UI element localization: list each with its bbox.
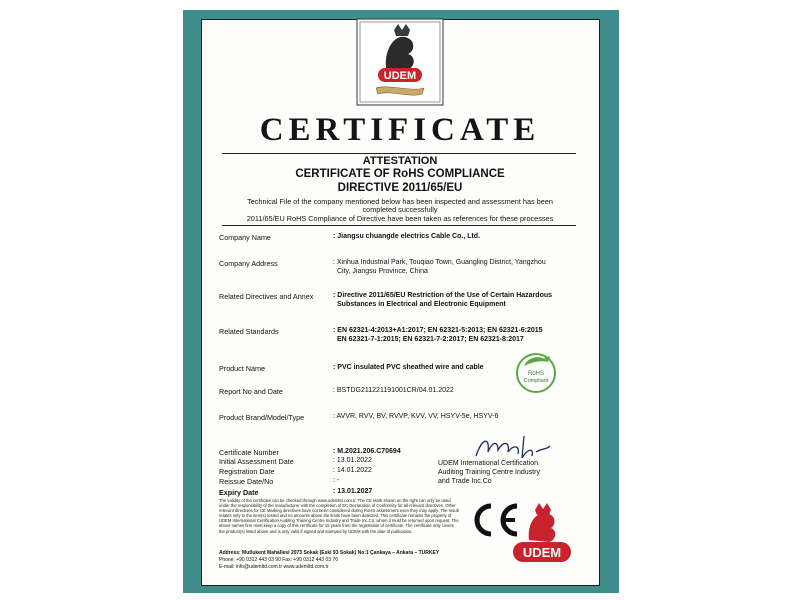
issuer-line-2: Auditing Training Centre Industry	[438, 469, 540, 476]
standards-label: Related Standards	[219, 327, 279, 336]
intro-line-3: 2011/65/EU RoHS Compliance of Directive have been taken as references for these processes	[246, 214, 554, 223]
company-address-label: Company Address	[219, 259, 278, 268]
footer-email: E-mail: info@udemltd.com.tr www.udemltd.com.tr	[219, 564, 329, 570]
logo-top-text: UDEM	[383, 70, 417, 82]
issuer-block	[438, 459, 578, 486]
report-no-value: : BSTDG211221191001CR/04.01.2022	[333, 387, 454, 394]
intro-rule	[222, 225, 576, 226]
company-name-label: Company Name	[219, 233, 271, 242]
rohs-compliance-heading: CERTIFICATE OF RoHS COMPLIANCE	[295, 168, 505, 180]
fine-print: The validity of the certificate can be checked through www.udemltd.com.tr. The CE Mark shown on the right can only be used under the responsibility of the manufacturer with the completion of EC Declaration of Conformity for all relevant directives. Other relevant directives for CE Marking directives have not been considered during RoHS assessment even they may apply. The result relates only to the item(s) tested and no amounts above the limits have been detected. This certificate remains the property of UDEM International Certification Auditing Training Centre Industry and Trade Inc.Co, whom it must be returned upon request. The above names firm must keep a copy of this certificate for 15 years from the registration of certificate. The certificate only covers the product(s) listed above and is only valid if signed and stamped by UDEM with the date of publication.	[219, 498, 459, 534]
product-brand-value: : AVVR, RVV, BV, RVVP, KVV, VV, HSYV-5e, HSYV-6	[333, 413, 499, 420]
rohs-compliant-badge	[510, 350, 562, 395]
expiry-value: : 13.01.2027	[333, 488, 373, 495]
initial-assessment-label: Initial Assessment Date	[219, 457, 294, 466]
report-no-label: Report No and Date	[219, 387, 283, 396]
product-name-value: : PVC insulated PVC sheathed wire and cable	[333, 364, 484, 371]
intro-line-2: completed successfully	[362, 205, 438, 214]
company-name-value: : Jiangsu chuangde electrics Cable Co., Ltd.	[333, 233, 481, 240]
cert-number-value: : M.2021.206.C70694	[333, 448, 401, 455]
intro-line-1: Technical File of the company mentioned below has been inspected and assessment has been	[247, 197, 553, 206]
registration-value: : 14.01.2022	[333, 467, 372, 474]
attestation-heading: ATTESTATION	[362, 155, 438, 167]
reissue-value: : -	[333, 477, 340, 484]
product-brand-label: Product Brand/Model/Type	[219, 413, 305, 422]
initial-assessment-value: : 13.01.2022	[333, 457, 372, 464]
issuer-line-3: and Trade Inc.Co	[438, 478, 492, 485]
rohs-badge-text-1: RoHS	[527, 371, 545, 377]
certificate-title: CERTIFICATE	[259, 112, 541, 148]
logo-bottom-text: UDEM	[522, 545, 562, 560]
product-name-label: Product Name	[219, 364, 265, 373]
udem-logo-bottom	[507, 500, 577, 572]
footer-phone: Phone: +90 0312 443 03 90 Fax: +90 0312 443 03 76	[219, 557, 338, 563]
standards-value-1: : EN 62321-4:2013+A1:2017; EN 62321-5:2013; EN 62321-6:2015	[333, 327, 543, 334]
reissue-label: Reissue Date/No	[219, 477, 274, 486]
standards-value-2: EN 62321-7-1:2015; EN 62321-7-2:2017; EN 62321-8:2017	[337, 336, 524, 343]
udem-logo-top	[356, 18, 444, 106]
title-rule	[222, 153, 576, 154]
directives-value-1: : Directive 2011/65/EU Restriction of the Use of Certain Hazardous	[333, 292, 553, 299]
company-address-value-1: : Xinhua Industrial Park, Touqiao Town, Guangling District, Yangzhou	[333, 259, 546, 266]
rohs-badge-text-2: Compliant	[523, 378, 549, 384]
company-address-value-2: City, Jiangsu Province, China	[337, 268, 428, 275]
directive-heading: DIRECTIVE 2011/65/EU	[337, 182, 463, 194]
expiry-label: Expiry Date	[219, 488, 259, 497]
registration-label: Registration Date	[219, 467, 275, 476]
directives-label: Related Directives and Annex	[219, 292, 314, 301]
cert-number-label: Certificate Number	[219, 448, 279, 457]
directives-value-2: Substances in Electrical and Electronic Equipment	[337, 301, 506, 308]
footer-address: Address: Mutlukent Mahallesi 2073 Sokak (Eski 93 Sokak) No:1 Çankaya – Ankara – TURKEY	[219, 550, 440, 556]
issuer-line-1: UDEM International Certification	[438, 460, 538, 467]
